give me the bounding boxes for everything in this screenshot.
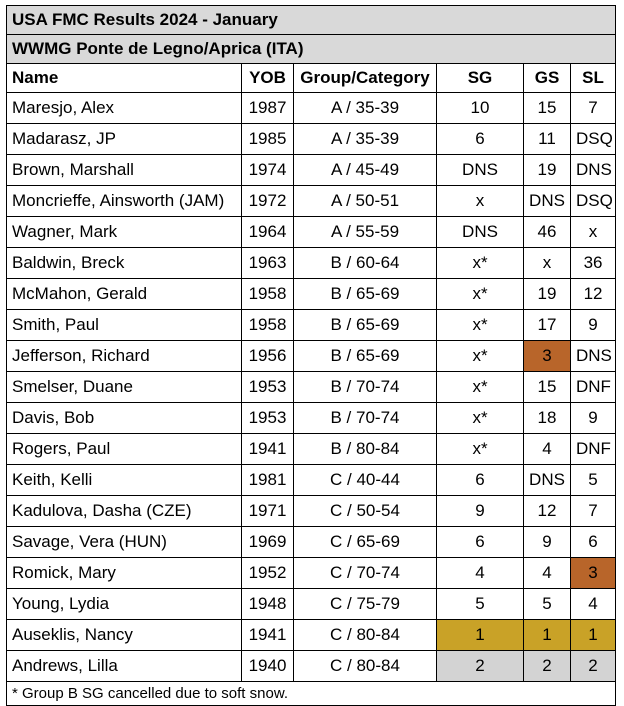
cell-yob: 1987 (242, 93, 294, 124)
cell-gs: 12 (524, 496, 571, 527)
cell-sl: DNF (571, 372, 616, 403)
cell-sl: 9 (571, 310, 616, 341)
cell-gs: 18 (524, 403, 571, 434)
cell-yob: 1969 (242, 527, 294, 558)
cell-name: Kadulova, Dasha (CZE) (7, 496, 242, 527)
cell-gs: 17 (524, 310, 571, 341)
cell-sg: 10 (437, 93, 524, 124)
cell-sg: DNS (437, 155, 524, 186)
medal-cell-silver: 2 (524, 651, 571, 682)
cell-name: Madarasz, JP (7, 124, 242, 155)
cell-group: A / 35-39 (294, 124, 437, 155)
cell-sl: x (571, 217, 616, 248)
results-sheet (6, 5, 615, 706)
subtitle-row (7, 35, 616, 64)
medal-cell-gold: 1 (437, 620, 524, 651)
cell-gs: DNS (524, 186, 571, 217)
cell-gs: x (524, 248, 571, 279)
table-row (7, 434, 616, 465)
cell-gs: 15 (524, 372, 571, 403)
cell-yob: 1981 (242, 465, 294, 496)
table-row (7, 465, 616, 496)
cell-yob: 1940 (242, 651, 294, 682)
cell-name: Keith, Kelli (7, 465, 242, 496)
cell-sl: DSQ (571, 186, 616, 217)
cell-sl: DNS (571, 155, 616, 186)
medal-cell-gold: 1 (571, 620, 616, 651)
footnote-row (7, 682, 616, 706)
header-sg: SG (437, 64, 524, 93)
cell-name: Romick, Mary (7, 558, 242, 589)
cell-yob: 1958 (242, 310, 294, 341)
cell-name: Smelser, Duane (7, 372, 242, 403)
medal-cell-bronze: 3 (524, 341, 571, 372)
cell-gs: 9 (524, 527, 571, 558)
table-row (7, 217, 616, 248)
cell-name: Auseklis, Nancy (7, 620, 242, 651)
cell-gs: 19 (524, 155, 571, 186)
table-row (7, 248, 616, 279)
medal-cell-bronze: 3 (571, 558, 616, 589)
cell-sg: 4 (437, 558, 524, 589)
cell-name: Moncrieffe, Ainsworth (JAM) (7, 186, 242, 217)
sheet-title: USA FMC Results 2024 - January (7, 6, 616, 35)
cell-yob: 1956 (242, 341, 294, 372)
table-row (7, 558, 616, 589)
medal-cell-silver: 2 (437, 651, 524, 682)
cell-sg: 6 (437, 465, 524, 496)
cell-gs: 46 (524, 217, 571, 248)
cell-group: B / 70-74 (294, 403, 437, 434)
cell-sg: 5 (437, 589, 524, 620)
header-row (7, 64, 616, 93)
cell-group: C / 65-69 (294, 527, 437, 558)
cell-group: C / 70-74 (294, 558, 437, 589)
cell-sl: 4 (571, 589, 616, 620)
cell-sg: 6 (437, 527, 524, 558)
cell-yob: 1941 (242, 434, 294, 465)
cell-group: B / 60-64 (294, 248, 437, 279)
cell-sl: DNS (571, 341, 616, 372)
header-name: Name (7, 64, 242, 93)
cell-yob: 1952 (242, 558, 294, 589)
table-row (7, 372, 616, 403)
cell-yob: 1953 (242, 372, 294, 403)
cell-yob: 1953 (242, 403, 294, 434)
cell-group: A / 45-49 (294, 155, 437, 186)
cell-sl: DSQ (571, 124, 616, 155)
table-row (7, 341, 616, 372)
cell-sl: DNF (571, 434, 616, 465)
table-row (7, 620, 616, 651)
title-row (7, 6, 616, 35)
cell-name: Maresjo, Alex (7, 93, 242, 124)
cell-sl: 6 (571, 527, 616, 558)
table-row (7, 403, 616, 434)
cell-sg: x (437, 186, 524, 217)
cell-name: Baldwin, Breck (7, 248, 242, 279)
table-row (7, 155, 616, 186)
cell-gs: 19 (524, 279, 571, 310)
cell-name: Brown, Marshall (7, 155, 242, 186)
table-row (7, 186, 616, 217)
cell-sg: x* (437, 434, 524, 465)
cell-yob: 1958 (242, 279, 294, 310)
cell-group: B / 65-69 (294, 310, 437, 341)
cell-yob: 1971 (242, 496, 294, 527)
cell-yob: 1985 (242, 124, 294, 155)
table-row (7, 93, 616, 124)
cell-yob: 1948 (242, 589, 294, 620)
cell-yob: 1964 (242, 217, 294, 248)
cell-name: Young, Lydia (7, 589, 242, 620)
table-row (7, 496, 616, 527)
cell-group: A / 55-59 (294, 217, 437, 248)
cell-gs: 15 (524, 93, 571, 124)
cell-sl: 7 (571, 93, 616, 124)
cell-yob: 1972 (242, 186, 294, 217)
cell-sg: 9 (437, 496, 524, 527)
cell-name: McMahon, Gerald (7, 279, 242, 310)
header-sl: SL (571, 64, 616, 93)
cell-sl: 9 (571, 403, 616, 434)
cell-sg: DNS (437, 217, 524, 248)
header-gs: GS (524, 64, 571, 93)
cell-gs: 5 (524, 589, 571, 620)
cell-gs: 11 (524, 124, 571, 155)
cell-group: C / 80-84 (294, 651, 437, 682)
table-row (7, 527, 616, 558)
cell-sg: x* (437, 341, 524, 372)
cell-group: A / 35-39 (294, 93, 437, 124)
cell-sl: 12 (571, 279, 616, 310)
cell-sg: 6 (437, 124, 524, 155)
cell-sl: 7 (571, 496, 616, 527)
cell-group: B / 70-74 (294, 372, 437, 403)
cell-gs: 4 (524, 558, 571, 589)
cell-group: A / 50-51 (294, 186, 437, 217)
cell-group: C / 50-54 (294, 496, 437, 527)
cell-yob: 1941 (242, 620, 294, 651)
table-row (7, 589, 616, 620)
medal-cell-gold: 1 (524, 620, 571, 651)
cell-gs: 4 (524, 434, 571, 465)
cell-group: C / 40-44 (294, 465, 437, 496)
table-row (7, 310, 616, 341)
cell-group: C / 80-84 (294, 620, 437, 651)
medal-cell-silver: 2 (571, 651, 616, 682)
cell-gs: DNS (524, 465, 571, 496)
cell-name: Savage, Vera (HUN) (7, 527, 242, 558)
cell-name: Rogers, Paul (7, 434, 242, 465)
cell-name: Andrews, Lilla (7, 651, 242, 682)
cell-name: Davis, Bob (7, 403, 242, 434)
cell-yob: 1963 (242, 248, 294, 279)
cell-group: B / 65-69 (294, 341, 437, 372)
header-yob: YOB (242, 64, 294, 93)
table-row (7, 651, 616, 682)
cell-sg: x* (437, 310, 524, 341)
cell-group: B / 65-69 (294, 279, 437, 310)
table-row (7, 124, 616, 155)
cell-name: Smith, Paul (7, 310, 242, 341)
results-table (6, 5, 616, 706)
cell-sl: 36 (571, 248, 616, 279)
sheet-subtitle: WWMG Ponte de Legno/Aprica (ITA) (7, 35, 616, 64)
cell-group: C / 75-79 (294, 589, 437, 620)
header-group: Group/Category (294, 64, 437, 93)
cell-name: Wagner, Mark (7, 217, 242, 248)
cell-yob: 1974 (242, 155, 294, 186)
cell-sl: 5 (571, 465, 616, 496)
cell-sg: x* (437, 372, 524, 403)
cell-sg: x* (437, 279, 524, 310)
cell-group: B / 80-84 (294, 434, 437, 465)
cell-name: Jefferson, Richard (7, 341, 242, 372)
cell-sg: x* (437, 403, 524, 434)
footnote: * Group B SG cancelled due to soft snow. (7, 682, 616, 706)
table-row (7, 279, 616, 310)
cell-sg: x* (437, 248, 524, 279)
